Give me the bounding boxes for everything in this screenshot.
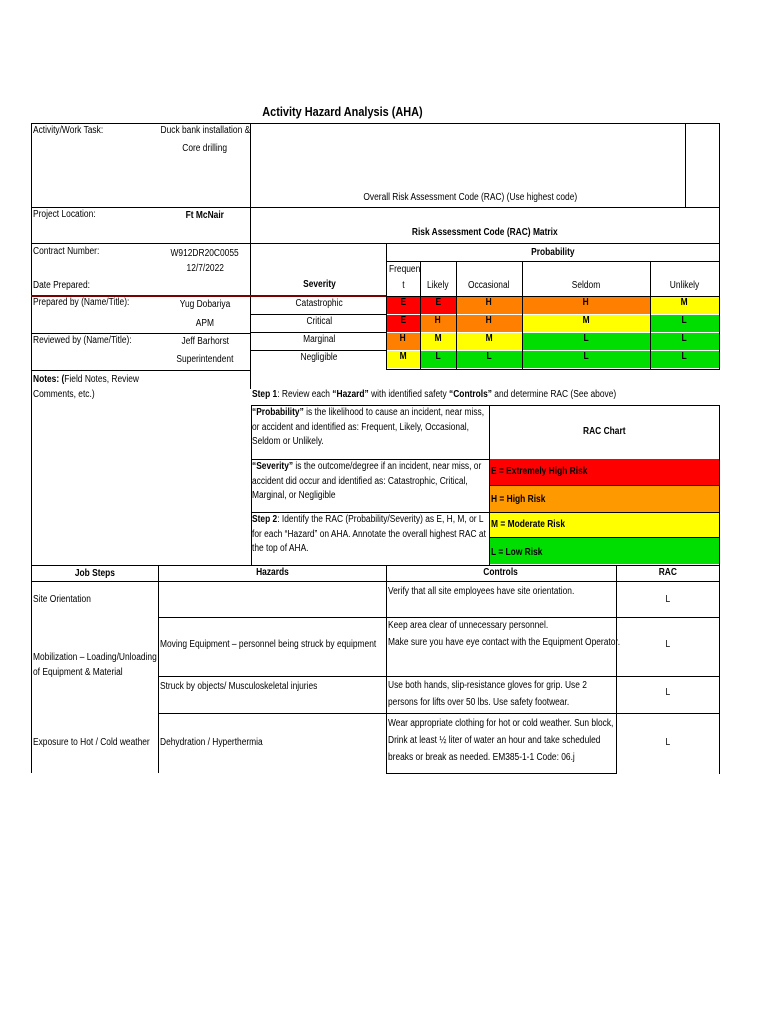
date-prepared-value: 12/7/2022 xyxy=(186,263,224,274)
rac-chart-item-m: M = Moderate Risk xyxy=(490,513,719,538)
control-text: Use both hands, slip-resistance gloves for grip. Use 2 persons for lifts over 50 lbs. Use safety footwear. xyxy=(388,680,587,708)
prepared-by-label: Prepared by (Name/Title): xyxy=(33,297,130,308)
rule xyxy=(386,243,387,369)
severity-marginal: Marginal xyxy=(302,334,336,345)
rac-cell: H xyxy=(420,315,456,332)
prob-occasional: Occasional xyxy=(468,280,510,291)
overall-rac-label: Overall Risk Assessment Code (RAC) (Use highest code) xyxy=(363,192,577,203)
rac-chart-item-e: E = Extremely High Risk xyxy=(490,459,719,486)
rule xyxy=(31,370,251,371)
rac-chart-item-h: H = High Risk xyxy=(490,486,719,513)
header-hazards: Hazards xyxy=(255,567,289,578)
rac-cell: L xyxy=(650,333,719,350)
activity-value-2: Core drilling xyxy=(182,143,228,154)
hazard-text: Dehydration / Hyperthermia xyxy=(160,737,263,748)
rac-chart-item-l: L = Low Risk xyxy=(490,538,719,564)
hazard-text: Struck by objects/ Musculoskeletal injuries xyxy=(160,681,318,692)
prob-frequent-2: t xyxy=(401,280,405,291)
rac-cell: L xyxy=(456,351,522,368)
contract-number-label: Contract Number: xyxy=(33,246,100,257)
rule xyxy=(522,261,523,369)
rac-cell: M xyxy=(456,333,522,350)
prepared-by-title: APM xyxy=(195,318,215,329)
severity-catastrophic: Catastrophic xyxy=(295,298,343,309)
rac-cell: H xyxy=(522,297,650,314)
severity-critical: Critical xyxy=(306,316,332,327)
rule xyxy=(386,369,720,370)
rac-value: L xyxy=(665,594,671,605)
rac-value: L xyxy=(665,737,671,748)
control-text: Keep area clear of unnecessary personnel. xyxy=(388,620,549,631)
rule xyxy=(456,261,457,369)
header-rac: RAC xyxy=(658,567,678,578)
rule xyxy=(719,405,720,565)
step2-text: Step 2: Identify the RAC (Probability/Severity) as E, H, M, or L for each “Hazard” on AHA. Annotate the overall highest RAC at the top of AHA. xyxy=(252,514,486,554)
rule xyxy=(719,123,720,243)
rule xyxy=(650,261,651,369)
project-location-value: Ft McNair xyxy=(185,210,225,221)
prob-seldom: Seldom xyxy=(571,280,601,291)
rac-cell: M xyxy=(420,333,456,350)
rule xyxy=(719,243,720,370)
rule xyxy=(386,773,617,774)
notes-label-2: Comments, etc.) xyxy=(33,389,95,400)
rac-cell: E xyxy=(386,315,420,332)
rule xyxy=(31,243,720,244)
rac-cell: H xyxy=(456,297,522,314)
rule xyxy=(251,332,386,333)
activity-value: Duck bank installation & xyxy=(160,125,250,136)
control-text: Make sure you have eye contact with the Equipment Operator. xyxy=(388,637,621,648)
notes-label: Notes: (Field Notes, Review xyxy=(33,374,139,385)
rule xyxy=(685,123,686,207)
header-controls: Controls xyxy=(483,567,519,578)
header-job-steps: Job Steps xyxy=(74,568,115,579)
probability-definition: “Probability” is the likelihood to cause an incident, near miss, or accident and identified as: Frequent, Likely, Occasional, Seldom or Unlikely. xyxy=(252,407,485,447)
rac-cell: L xyxy=(522,333,650,350)
severity-negligible: Negligible xyxy=(300,352,338,363)
rule xyxy=(386,296,719,297)
rac-cell: L xyxy=(522,351,650,368)
reviewed-by-label: Reviewed by (Name/Title): xyxy=(33,335,132,346)
rule xyxy=(386,261,719,262)
control-text: Verify that all site employees have site orientation. xyxy=(388,586,575,597)
job-step: Exposure to Hot / Cold weather xyxy=(33,737,150,748)
rac-cell: E xyxy=(386,297,420,314)
rule xyxy=(158,713,720,714)
job-step: Mobilization – Loading/Unloading of Equipment & Material xyxy=(33,652,157,678)
document-title: Activity Hazard Analysis (AHA) xyxy=(261,104,423,119)
probability-header: Probability xyxy=(530,247,575,258)
rule xyxy=(386,565,387,773)
hazard-text: Moving Equipment – personnel being struck by equipment xyxy=(160,639,377,650)
control-text: Wear appropriate clothing for hot or cold weather. Sun block, Drink at least ½ liter of water an hour and take scheduled breaks or break as needed. EM385-1-1 Code: 06.j xyxy=(388,718,614,763)
reviewed-by-title: Superintendent xyxy=(176,354,234,365)
rac-cell: M xyxy=(386,351,420,368)
rule xyxy=(31,123,32,773)
project-location-label: Project Location: xyxy=(33,209,96,220)
prob-unlikely: Unlikely xyxy=(670,280,700,291)
rule xyxy=(31,123,720,124)
rac-cell: H xyxy=(386,333,420,350)
rule xyxy=(158,617,720,618)
rule xyxy=(420,261,421,369)
rac-cell: M xyxy=(522,315,650,332)
step1-text: Step 1: Review each “Hazard” with identified safety “Controls” and determine RAC (See above) xyxy=(252,389,617,400)
date-prepared-label: Date Prepared: xyxy=(33,280,90,291)
rac-cell: M xyxy=(650,297,719,314)
job-step: Site Orientation xyxy=(33,594,91,605)
prepared-by-name: Yug Dobariya xyxy=(179,299,231,310)
rac-cell: L xyxy=(420,351,456,368)
severity-definition: “Severity” is the outcome/degree if an incident, near miss, or accident did occur and identified as: Catastrophic, Critical, Marginal, or Negligible xyxy=(252,461,482,501)
rac-value: L xyxy=(665,639,671,650)
rule xyxy=(251,350,386,351)
rule xyxy=(31,207,720,208)
severity-header: Severity xyxy=(302,279,336,290)
matrix-title: Risk Assessment Code (RAC) Matrix xyxy=(412,227,558,238)
prob-likely: Likely xyxy=(427,280,449,291)
rule xyxy=(158,565,159,773)
reviewed-by-name: Jeff Barhorst xyxy=(181,336,229,347)
activity-label: Activity/Work Task: xyxy=(33,125,104,136)
rac-cell: L xyxy=(650,351,719,368)
rac-chart-title: RAC Chart xyxy=(583,426,626,437)
contract-number-value: W912DR20C0055 xyxy=(170,248,240,259)
rac-cell: E xyxy=(420,297,456,314)
rule xyxy=(251,314,386,315)
prob-frequent: Frequen xyxy=(388,264,421,275)
rac-cell: L xyxy=(650,315,719,332)
rac-cell: H xyxy=(456,315,522,332)
rac-value: L xyxy=(665,687,671,698)
